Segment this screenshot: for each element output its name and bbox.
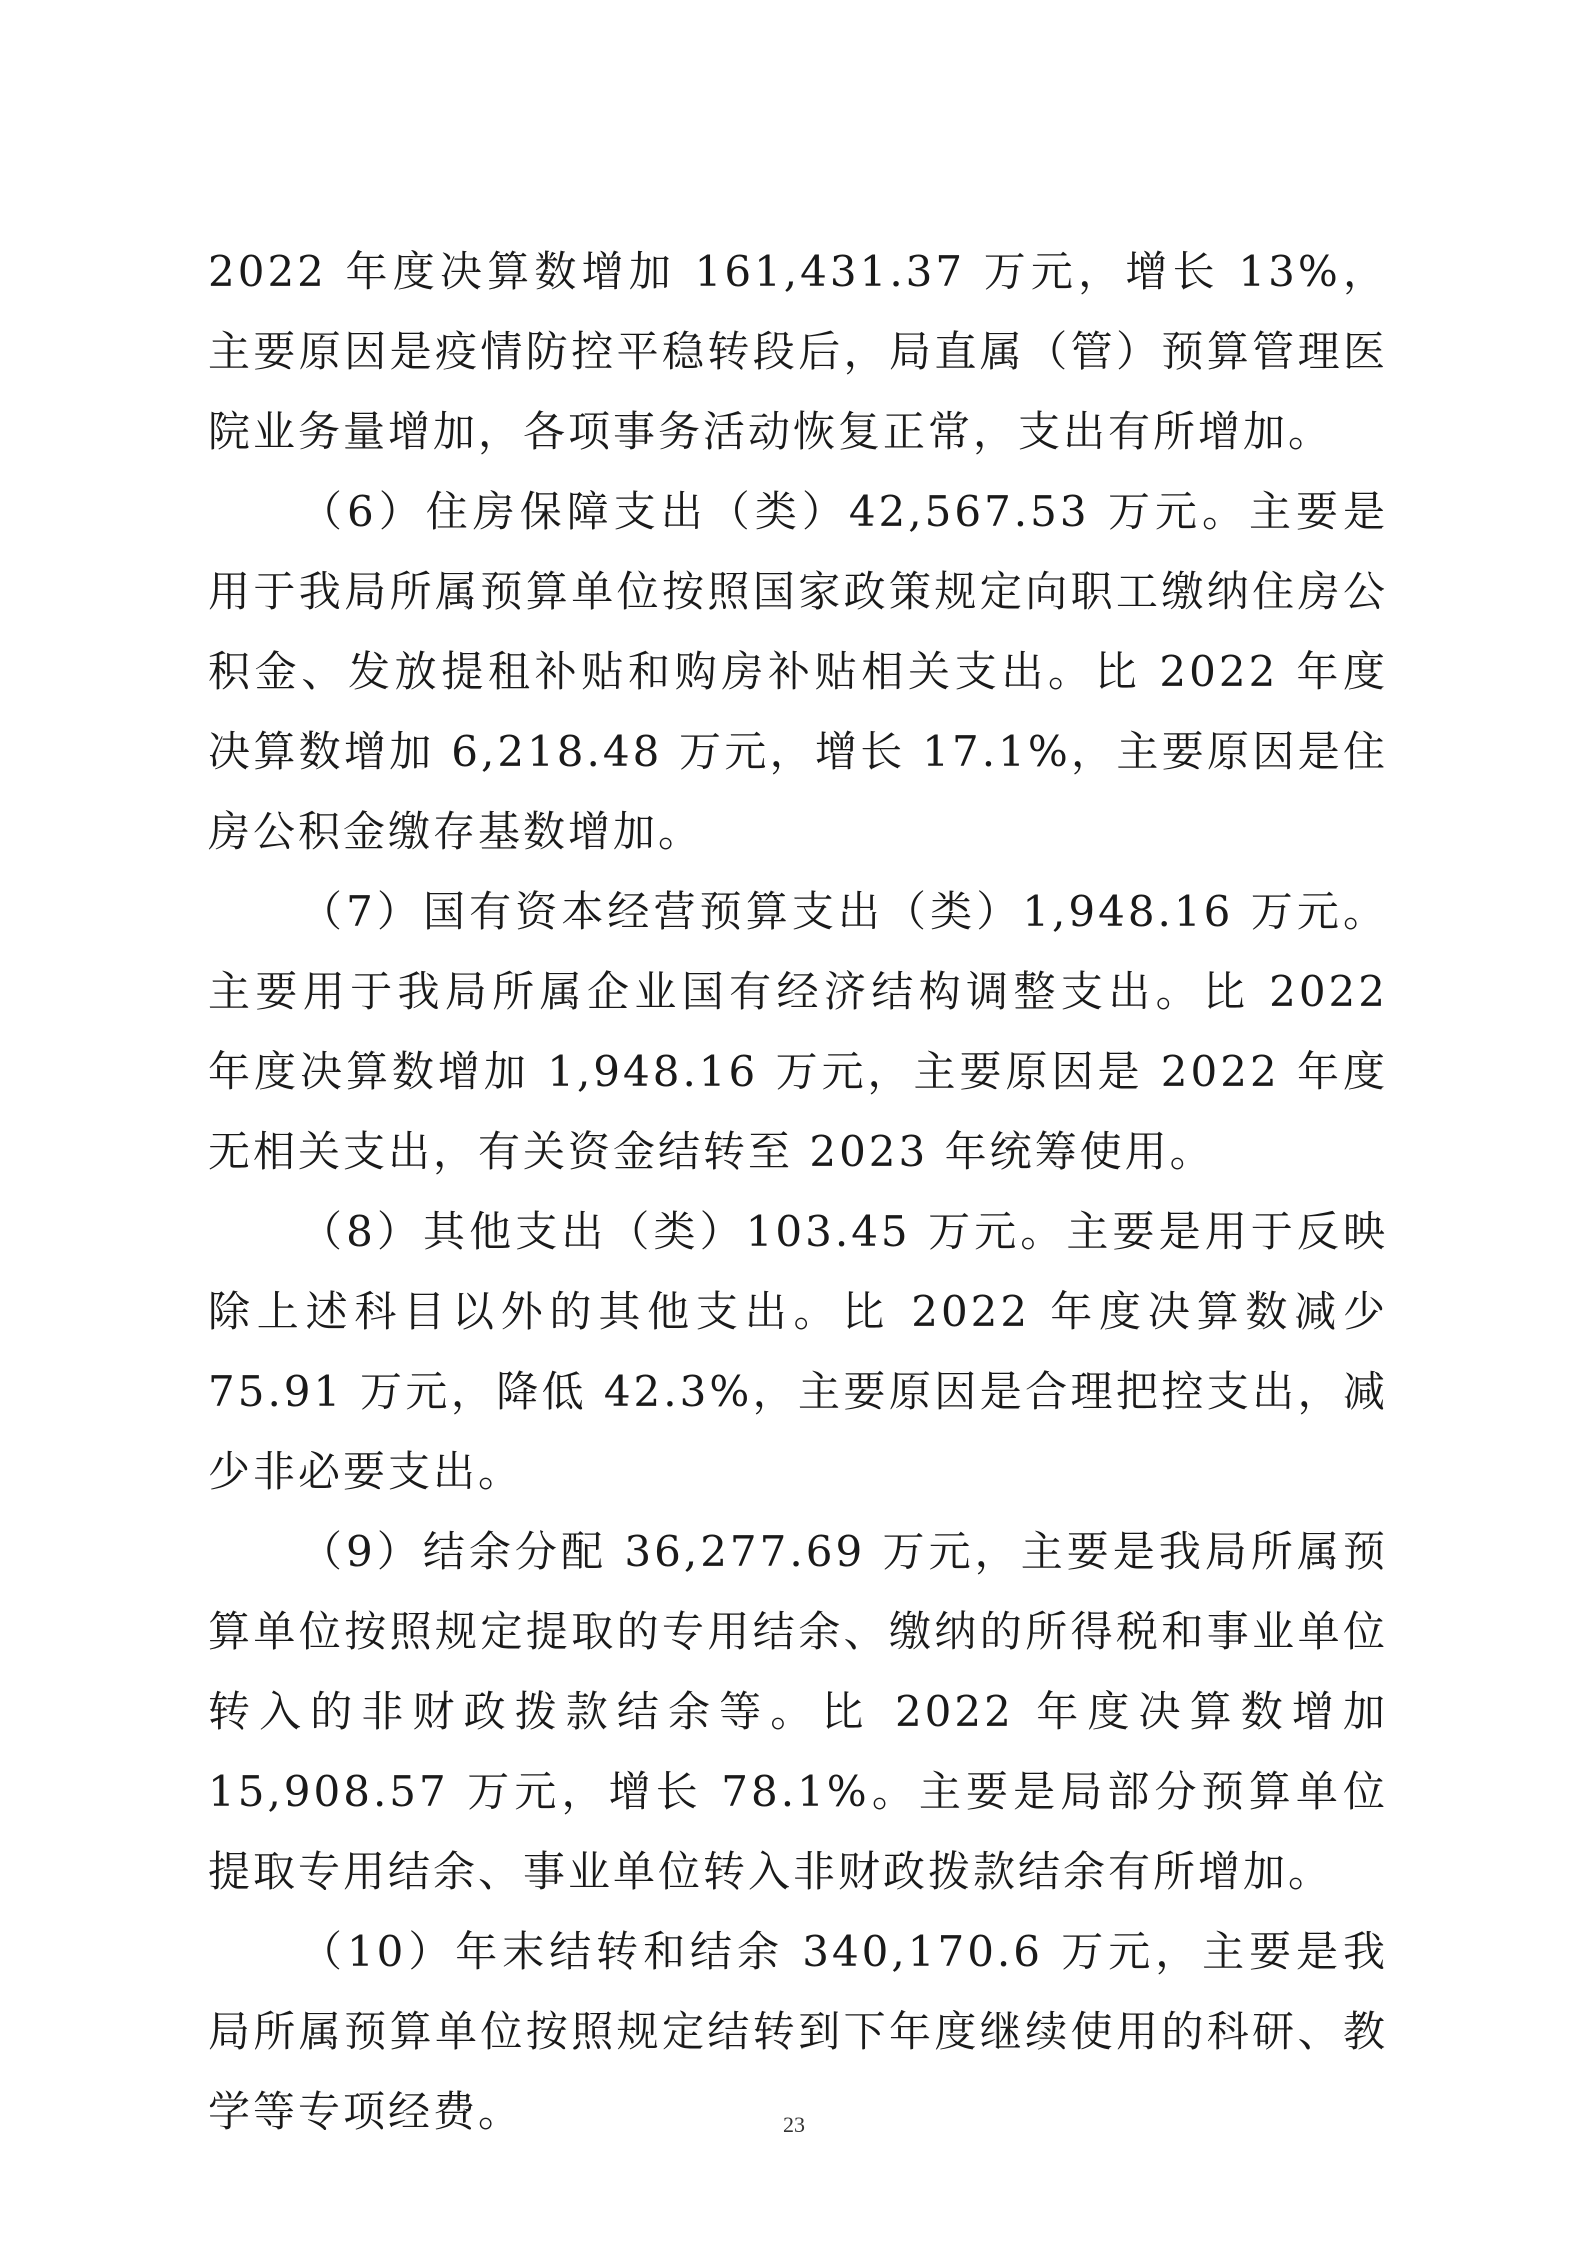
paragraph-year-end-carryover: （10）年末结转和结余 340,170.6 万元，主要是我局所属预算单位按照规定结转到下年度继续使用的科研、教学等专项经费。 [208,1927,1388,2136]
body-text [208,232,1388,2152]
paragraph-surplus-distribution: （9）结余分配 36,277.69 万元，主要是我局所属预算单位按照规定提取的专用结余、缴纳的所得税和事业单位转入的非财政拨款结余等。比 2022 年度决算数增加 15,908.57 万元，增长 78.1%。主要是局部分预算单位提取专用结余、事业单位转入非财政拨款结余有所增加。 [208,1527,1388,1896]
paragraph-state-capital-expenditure: （7）国有资本经营预算支出（类）1,948.16 万元。主要用于我局所属企业国有经济结构调整支出。比 2022 年度决算数增加 1,948.16 万元，主要原因是 2022 年度无相关支出，有关资金结转至 2023 年统筹使用。 [208,887,1388,1176]
paragraph-continuation: 2022 年度决算数增加 161,431.37 万元，增长 13%，主要原因是疫情防控平稳转段后，局直属（管）预算管理医院业务量增加，各项事务活动恢复正常，支出有所增加。 [208,247,1388,456]
paragraph-other-expenditure: （8）其他支出（类）103.45 万元。主要是用于反映除上述科目以外的其他支出。比 2022 年度决算数减少 75.91 万元，降低 42.3%，主要原因是合理把控支出，减少非必要支出。 [208,1207,1388,1496]
page-number: 23 [783,2112,805,2137]
paragraph-housing-expenditure: （6）住房保障支出（类）42,567.53 万元。主要是用于我局所属预算单位按照国家政策规定向职工缴纳住房公积金、发放提租补贴和购房补贴相关支出。比 2022 年度决算数增加 6,218.48 万元，增长 17.1%，主要原因是住房公积金缴存基数增加。 [208,487,1388,856]
